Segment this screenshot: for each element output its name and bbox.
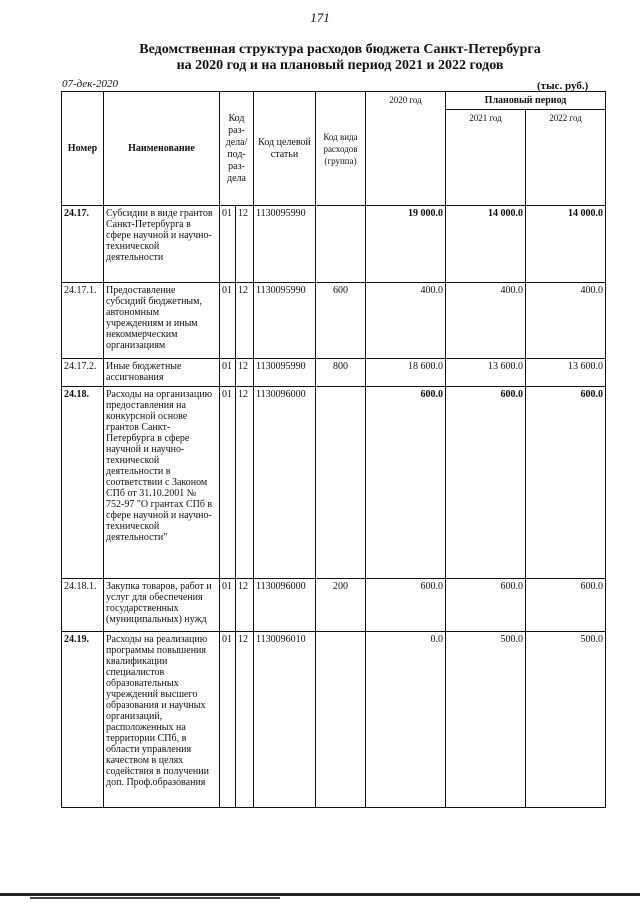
row-subsection: 12 (236, 579, 254, 632)
row-section: 01 (220, 283, 236, 359)
title-line-2: на 2020 год и на плановый период 2021 и 2022 годов (176, 58, 504, 73)
row-number: 24.17.1. (62, 283, 104, 359)
row-expense-type: 800 (316, 359, 366, 387)
report-date: 07-дек-2020 (62, 78, 119, 90)
row-section: 01 (220, 206, 236, 283)
row-2020: 600.0 (366, 579, 446, 632)
row-name: Расходы на организацию предоставления на конкурсной основе грантов Санкт-Петербурга в сфере научной и научно-технической деятельности в соответствии с Законом СПб от 31.10.2001 № 752-97 "О грантах СПб в сфере научной и научно-технической деятельности" (104, 387, 220, 579)
row-target: 1130095990 (254, 206, 316, 283)
row-2020: 600.0 (366, 387, 446, 579)
page-bottom-rule-secondary (30, 897, 280, 899)
header-2020: 2020 год (366, 92, 446, 206)
row-2021: 600.0 (446, 579, 526, 632)
header-expense-type: Код вида расходов (группа) (316, 92, 366, 206)
row-section: 01 (220, 387, 236, 579)
row-name: Предоставление субсидий бюджетным, автономным учреждениям и иным некоммерческим организациям (104, 283, 220, 359)
row-2021: 500.0 (446, 632, 526, 808)
row-2020: 18 600.0 (366, 359, 446, 387)
row-subsection: 12 (236, 387, 254, 579)
row-2022: 500.0 (526, 632, 606, 808)
budget-table (61, 91, 606, 808)
row-section: 01 (220, 359, 236, 387)
row-number: 24.17. (62, 206, 104, 283)
row-expense-type: 200 (316, 579, 366, 632)
header-section: Код раз-дела/ под-раз-дела (220, 92, 254, 206)
header-2022: 2022 год (526, 110, 606, 206)
page-number: 171 (310, 10, 330, 25)
table-row (62, 387, 606, 579)
row-2020: 400.0 (366, 283, 446, 359)
row-number: 24.18.1. (62, 579, 104, 632)
row-target: 1130095990 (254, 283, 316, 359)
header-number: Номер (62, 92, 104, 206)
row-2021: 13 600.0 (446, 359, 526, 387)
title-line-1: Ведомственная структура расходов бюджета Санкт-Петербурга (139, 42, 541, 57)
row-expense-type: 600 (316, 283, 366, 359)
document-title (60, 42, 620, 74)
row-section: 01 (220, 579, 236, 632)
page-bottom-rule (0, 893, 640, 896)
header-planned-period: Плановый период (446, 92, 606, 110)
row-2022: 14 000.0 (526, 206, 606, 283)
row-expense-type (316, 206, 366, 283)
row-target: 1130096000 (254, 579, 316, 632)
row-subsection: 12 (236, 206, 254, 283)
row-target: 1130096010 (254, 632, 316, 808)
row-number: 24.17.2. (62, 359, 104, 387)
row-name: Иные бюджетные ассигнования (104, 359, 220, 387)
row-2021: 400.0 (446, 283, 526, 359)
row-2020: 19 000.0 (366, 206, 446, 283)
table-row (62, 283, 606, 359)
row-2022: 600.0 (526, 387, 606, 579)
row-number: 24.18. (62, 387, 104, 579)
header-target: Код целевой статьи (254, 92, 316, 206)
row-expense-type (316, 387, 366, 579)
row-target: 1130095990 (254, 359, 316, 387)
table-row (62, 632, 606, 808)
row-name: Закупка товаров, работ и услуг для обеспечения государственных (муниципальных) нужд (104, 579, 220, 632)
row-2022: 600.0 (526, 579, 606, 632)
row-section: 01 (220, 632, 236, 808)
row-2020: 0.0 (366, 632, 446, 808)
row-number: 24.19. (62, 632, 104, 808)
header-name: Наименование (104, 92, 220, 206)
table-row (62, 206, 606, 283)
table-row (62, 359, 606, 387)
units-label: (тыс. руб.) (537, 80, 589, 92)
row-2022: 13 600.0 (526, 359, 606, 387)
row-2022: 400.0 (526, 283, 606, 359)
row-subsection: 12 (236, 632, 254, 808)
row-2021: 14 000.0 (446, 206, 526, 283)
row-2021: 600.0 (446, 387, 526, 579)
header-2021: 2021 год (446, 110, 526, 206)
table-row (62, 579, 606, 632)
row-subsection: 12 (236, 359, 254, 387)
row-name: Расходы на реализацию программы повышения квалификации специалистов образовательных учреждений высшего образования и научных организаций, расположенных на территории СПб, в области управления качеством в целях содействия в получении доп. Проф.образования (104, 632, 220, 808)
row-expense-type (316, 632, 366, 808)
row-subsection: 12 (236, 283, 254, 359)
row-target: 1130096000 (254, 387, 316, 579)
row-name: Субсидии в виде грантов Санкт-Петербурга в сфере научной и научно-технической деятельности (104, 206, 220, 283)
